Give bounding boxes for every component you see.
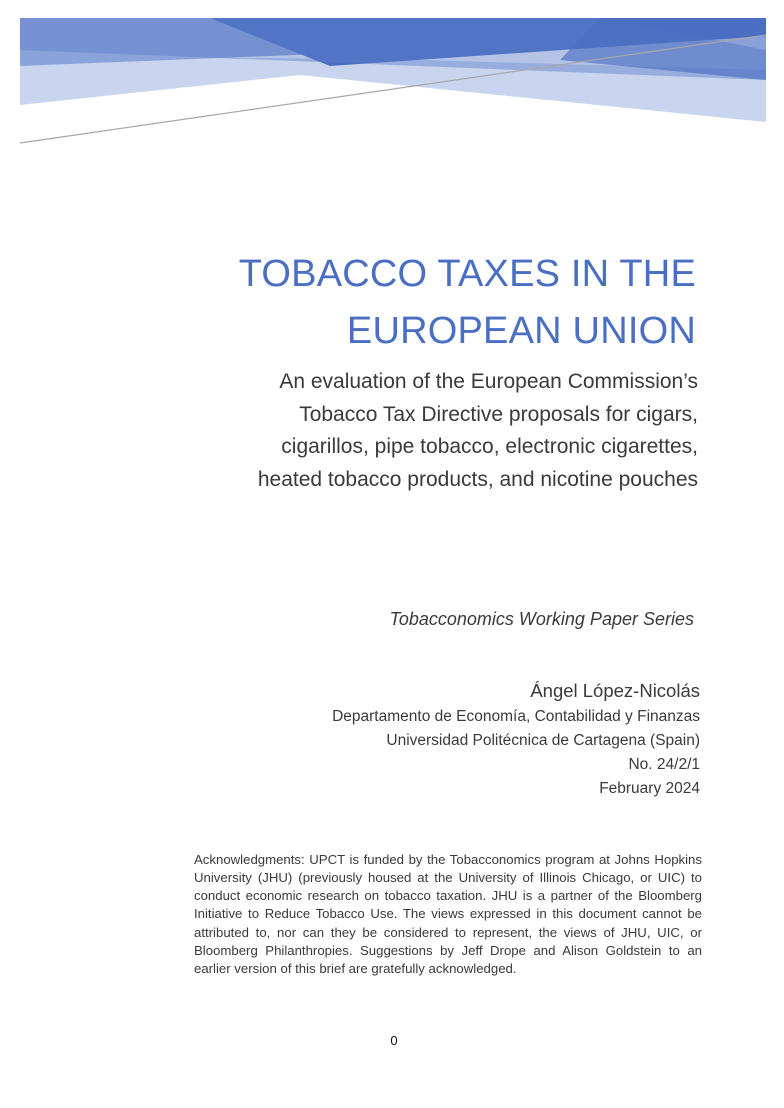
author-university: Universidad Politécnica de Cartagena (Spain) xyxy=(386,732,700,749)
paper-number: No. 24/2/1 xyxy=(628,756,700,773)
subtitle-line-1: An evaluation of the European Commission’s xyxy=(279,370,698,393)
acknowledgments: Acknowledgments: UPCT is funded by the Tobacconomics program at Johns Hopkins University (JHU) (previously housed at the University of Illinois Chicago, or UIC) to conduct economic research on tobacco taxation. JHU is a partner of the Bloomberg Initiative to Reduce Tobacco Use. The views expressed in this document cannot be attributed to, nor can they be considered to represent, the views of JHU, UIC, or Bloomberg Philanthropies. Suggestions by Jeff Drope and Alison Goldstein to an earlier version of this brief are gratefully acknowledged. xyxy=(194,852,702,976)
author-department: Departamento de Economía, Contabilidad y Finanzas xyxy=(332,708,700,725)
title-line-2: EUROPEAN UNION xyxy=(346,310,696,352)
subtitle-line-3: cigarillos, pipe tobacco, electronic cigarettes, xyxy=(281,435,698,458)
page-number: 0 xyxy=(390,1033,398,1048)
document-subtitle xyxy=(138,366,698,496)
title-line-1: TOBACCO TAXES IN THE xyxy=(238,253,696,295)
publication-date: February 2024 xyxy=(599,780,700,797)
series-name: Tobacconomics Working Paper Series xyxy=(389,609,694,629)
subtitle-line-2: Tobacco Tax Directive proposals for cigars, xyxy=(299,402,698,426)
subtitle-line-4: heated tobacco products, and nicotine pouches xyxy=(257,467,698,491)
author-name: Ángel López-Nicolás xyxy=(530,680,700,701)
header-banner xyxy=(0,0,784,160)
document-title xyxy=(136,246,696,360)
author-block xyxy=(140,677,700,801)
